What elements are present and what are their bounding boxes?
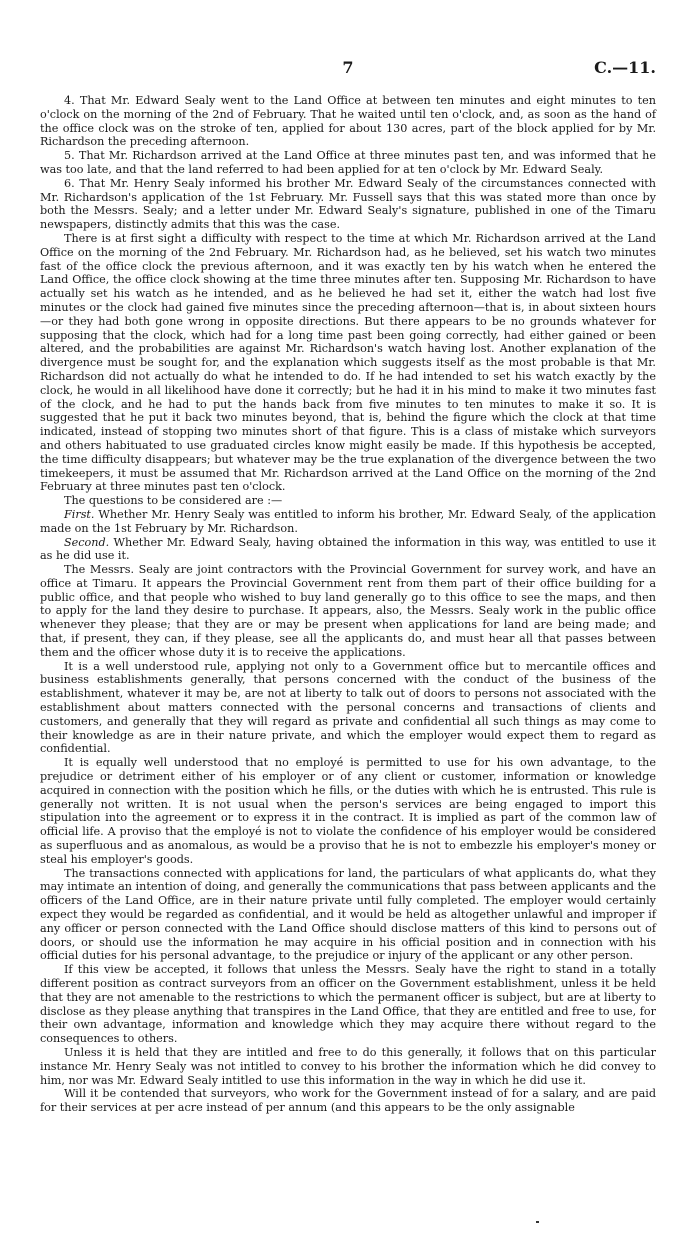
- paragraph-transactions: The transactions connected with applications for land, the particulars of what applicants do, what they may intimate an intention of doing, and generally the communications that pass between applicants and the officers of the Land Office, are in their nature private until fully completed. The employer would certainly expect they would be regarded as confidential, and it would be held as altogether unlawful and improper if any officer or person connected with the Land Office should disclose matters of this kind to persons out of doors, or should use the information he may acquire in his official position and in connection with his official duties for his personal advantage, to the prejudice or injury of the applicant or any other person.: [40, 866, 656, 963]
- paragraph-will-it-be-contended: Will it be contended that surveyors, who work for the Government instead of for a salary, and are paid for their services at per acre instead of per annum (and this appears to be the only assignable: [40, 1087, 656, 1115]
- paragraph-view-accepted: If this view be accepted, it follows that unless the Messrs. Sealy have the right to stand in a totally different position as contract surveyors from an officer on the Government establishment, unless it be held that they are not amenable to the restrictions to which the permanent officer is subject, but are at liberty to disclose as they please anything that transpires in the Land Office, that they are entitled and free to use, for their own advantage, information and knowledge which they may acquire there without regard to the consequences to others.: [40, 963, 657, 1046]
- paragraph-6: 6. That Mr. Henry Sealy informed his brother Mr. Edward Sealy of the circumstances connected with Mr. Richardson's application of the 1st February. Mr. Fussell says that this was stated more than once by both the Messrs. Sealy; and a letter under Mr. Edward Sealy's signature, published in one of the Timaru newspapers, distinctly admits that this was the case.: [40, 176, 656, 232]
- question-first-text: Whether Mr. Henry Sealy was entitled to inform his brother, Mr. Edward Sealy, of the application made on the 1st February by Mr. Richardson.: [40, 507, 656, 535]
- label-second: Second.: [64, 535, 110, 549]
- paragraph-unless-held: Unless it is held that they are intitled and free to do this generally, it follows that on this particular instance Mr. Henry Sealy was not intitled to convey to his brother the information which he did convey to him, nor was Mr. Edward Sealy intitled to use this information in the way in which he did use it.: [40, 1045, 656, 1087]
- paragraph-4: 4. That Mr. Edward Sealy went to the Land Office at between ten minutes and eight minutes to ten o'clock on the morning of the 2nd of February. That he waited until ten o'clock, and, as soon as the hand of the office clock was on the stroke of ten, applied for about 130 acres, part of the block applied for by Mr. Richardson the preceding afternoon.: [40, 94, 656, 149]
- paragraph-question-second: [40, 536, 656, 564]
- question-second-text: Whether Mr. Edward Sealy, having obtained the information in this way, was entitled to use it as he did use it.: [40, 535, 656, 563]
- printer-mark: [536, 1221, 539, 1223]
- paragraph-5: 5. That Mr. Richardson arrived at the Land Office at three minutes past ten, and was informed that he was too late, and that the land referred to had been applied for at ten o'clock by Mr. Edward Sealy.: [40, 149, 656, 176]
- paragraph-question-first: [40, 508, 656, 536]
- paragraph-time-difficulty: There is at first sight a difficulty with respect to the time at which Mr. Richardson arrived at the Land Office on the morning of the 2nd February. Mr. Richardson had, as he believed, set his watch two minutes fast of the office clock the previous afternoon, and it was exactly ten by his watch when he entered the Land Office, the office clock showing at the time three minutes after ten. Supposing Mr. Richardson to have actually set his watch as he intended, and as he believed he had set it, either the watch had lost five minutes or the clock had gained five minutes since the preceding afternoon—that is, in about sixteen hours—or they had both gone wrong in opposite directions. But there appears to be no grounds whatever for supposing that the clock, which had for a long time past been going correctly, had either gained or been altered, and the probabilities are against Mr. Richardson's watch having lost. Another explanation of the divergence must be sought for, and the explanation which suggests itself as the most probable is that Mr. Richardson did not actually do what he intended to do. If he had intended to set his watch exactly by the clock, he would in all likelihood have done it correctly; but he had it in his mind to make it two minutes fast of the clock, and he had to put the hands back from five minutes to ten minutes to make it so. It is suggested that he put it back two minutes beyond, that is, behind the figure which the clock at that time indicated, instead of stopping two minutes short of that figure. This is a class of mistake which surveyors and others habituated to use graduated circles know might easily be made. If this hypothesis be accepted, the time difficulty disappears; but whatever may be the true explanation of the divergence between the two timekeepers, it must be assumed that Mr. Richardson arrived at the Land Office on the morning of the 2nd February at three minutes past ten o'clock.: [40, 231, 656, 494]
- document-reference: C.—11.: [594, 58, 656, 77]
- paragraph-understood-rule: It is a well understood rule, applying not only to a Government office but to mercantile offices and business establishments generally, that persons concerned with the conduct of the business of the establishment, whatever it may be, are not at liberty to talk out of doors to persons not associated with the establishment about matters connected with the personal concerns and transactions of clients and customers, and generally that they will regard as private and confidential all such things as may come to their knowledge as are in their nature private, and which the employer would expect them to regard as confidential.: [40, 659, 656, 756]
- document-body: [40, 94, 656, 1115]
- paragraph-employe-rule: It is equally well understood that no employé is permitted to use for his own advantage, to the prejudice or detriment either of his employer or of any client or customer, information or knowledge acquired in connection with the position which he fills, or the duties with which he is entrusted. This rule is generally not written. It is not usual when the person's services are being engaged to import this stipulation into the agreement or to express it in the contract. It is implied as part of the common law of official life. A proviso that the employé is not to violate the confidence of his employer would be considered as superfluous and as anomalous, as would be a proviso that he is not to embezzle his employer's money or steal his employer's goods.: [40, 756, 656, 866]
- paragraph-joint-contractors: The Messrs. Sealy are joint contractors with the Provincial Government for survey work, and have an office at Timaru. It appears the Provincial Government rent from them part of their office building for a public office, and that people who wished to buy land generally go to this office to see the maps, and then to apply for the land they desire to purchase. It appears, also, the Messrs. Sealy work in the public office whenever they please; that they are or may be present when applications for land are being made; and that, if present, they can, if they please, see all the applicants do, and must hear all that passes between them and the officer whose duty it is to receive the applications.: [40, 563, 656, 659]
- page-header: [40, 58, 656, 80]
- label-first: First.: [64, 507, 95, 521]
- paragraph-questions: The questions to be considered are :—: [64, 494, 283, 508]
- page-number: 7: [342, 58, 354, 77]
